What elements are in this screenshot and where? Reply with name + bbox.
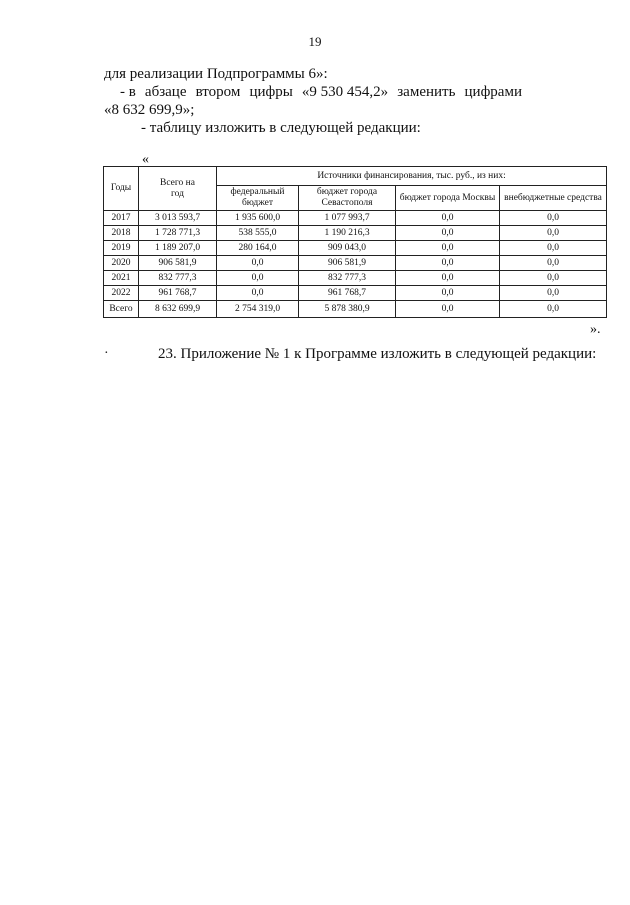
cell-extra: 0,0 <box>500 301 607 318</box>
cell-moscow: 0,0 <box>396 271 500 286</box>
cell-federal: 1 935 600,0 <box>217 211 299 226</box>
cell-year: 2019 <box>104 241 139 256</box>
cell-federal: 0,0 <box>217 271 299 286</box>
cell-extra: 0,0 <box>500 256 607 271</box>
line2-word: «9 530 454,2» <box>301 84 389 100</box>
cell-year: 2022 <box>104 286 139 301</box>
table-row <box>104 226 607 241</box>
cell-federal: 538 555,0 <box>217 226 299 241</box>
paragraph-line-1: для реализации Подпрограммы 6»: <box>104 66 328 82</box>
cell-total: 3 013 593,7 <box>139 211 217 226</box>
cell-extra: 0,0 <box>500 226 607 241</box>
header-sources: Источники финансирования, тыс. руб., из них: <box>217 167 607 186</box>
cell-total: 961 768,7 <box>139 286 217 301</box>
cell-moscow: 0,0 <box>396 211 500 226</box>
cell-moscow: 0,0 <box>396 226 500 241</box>
cell-federal: 0,0 <box>217 286 299 301</box>
header-moscow: бюджет города Москвы <box>396 186 500 211</box>
cell-federal: 0,0 <box>217 256 299 271</box>
cell-year: 2020 <box>104 256 139 271</box>
table-row <box>104 241 607 256</box>
table-row <box>104 256 607 271</box>
cell-sevastopol: 832 777,3 <box>299 271 396 286</box>
line2-word: заменить <box>397 84 456 100</box>
header-extra: внебюджетные средства <box>500 186 607 211</box>
cell-extra: 0,0 <box>500 286 607 301</box>
cell-sevastopol: 906 581,9 <box>299 256 396 271</box>
header-years: Годы <box>104 167 139 211</box>
line2-word: - в <box>120 84 136 100</box>
cell-year: 2017 <box>104 211 139 226</box>
table-row <box>104 271 607 286</box>
cell-sevastopol: 1 190 216,3 <box>299 226 396 241</box>
cell-total: 8 632 699,9 <box>139 301 217 318</box>
table-total-row <box>104 301 607 318</box>
cell-sevastopol: 5 878 380,9 <box>299 301 396 318</box>
paragraph-line-2 <box>120 84 522 101</box>
close-quote: ». <box>590 322 601 337</box>
cell-extra: 0,0 <box>500 211 607 226</box>
cell-total: 906 581,9 <box>139 256 217 271</box>
cell-moscow: 0,0 <box>396 241 500 256</box>
line2-word: абзаце <box>144 84 187 100</box>
cell-year: 2018 <box>104 226 139 241</box>
table-row <box>104 211 607 226</box>
page-number: 19 <box>308 34 322 49</box>
paragraph-line-4: - таблицу изложить в следующей редакции: <box>141 120 421 136</box>
cell-sevastopol: 909 043,0 <box>299 241 396 256</box>
cell-extra: 0,0 <box>500 271 607 286</box>
cell-moscow: 0,0 <box>396 256 500 271</box>
cell-extra: 0,0 <box>500 241 607 256</box>
margin-dot: · <box>104 346 109 361</box>
line2-word: цифры <box>249 84 293 100</box>
cell-moscow: 0,0 <box>396 301 500 318</box>
header-total-per-year: Всего на год <box>139 167 217 211</box>
cell-sevastopol: 961 768,7 <box>299 286 396 301</box>
paragraph-line-5: 23. Приложение № 1 к Программе изложить в следующей редакции: <box>158 346 597 362</box>
financing-table <box>103 166 607 318</box>
open-quote: « <box>142 152 149 167</box>
cell-total: 832 777,3 <box>139 271 217 286</box>
header-sevastopol: бюджет города Севастополя <box>299 186 396 211</box>
paragraph-line-3: «8 632 699,9»; <box>104 102 195 118</box>
cell-total: 1 189 207,0 <box>139 241 217 256</box>
cell-sevastopol: 1 077 993,7 <box>299 211 396 226</box>
cell-total: 1 728 771,3 <box>139 226 217 241</box>
header-federal: федеральный бюджет <box>217 186 299 211</box>
line2-word: цифрами <box>464 84 522 100</box>
line2-word: втором <box>195 84 241 100</box>
cell-moscow: 0,0 <box>396 286 500 301</box>
cell-year: Всего <box>104 301 139 318</box>
cell-year: 2021 <box>104 271 139 286</box>
table-row <box>104 286 607 301</box>
cell-federal: 2 754 319,0 <box>217 301 299 318</box>
cell-federal: 280 164,0 <box>217 241 299 256</box>
